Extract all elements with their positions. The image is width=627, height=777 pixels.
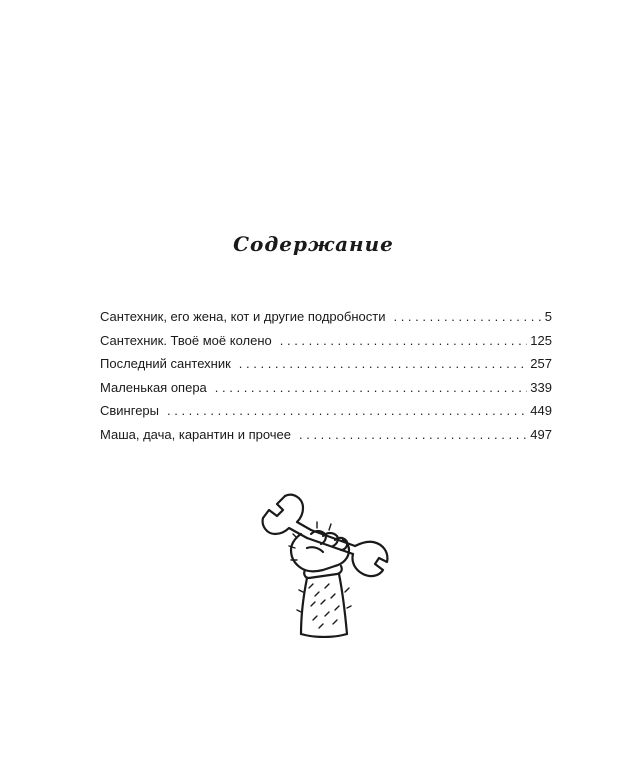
toc-entry-page: 125 <box>530 332 552 348</box>
toc-entry-label: Маленькая опера <box>100 379 207 395</box>
toc-entry <box>100 305 552 329</box>
toc-entry-page: 449 <box>530 403 552 419</box>
toc-leader-dots <box>167 399 527 423</box>
toc-leader-dots <box>280 329 528 353</box>
toc-entry-page: 497 <box>530 426 552 442</box>
toc-entry <box>100 329 552 353</box>
toc-entry-label: Маша, дача, карантин и прочее <box>100 426 292 442</box>
toc-entry-label: Свингеры <box>100 403 159 419</box>
toc-entry <box>100 399 552 423</box>
toc-entry-page: 5 <box>544 309 552 324</box>
toc-entry-label: Сантехник. Твоё моё колено <box>100 332 272 348</box>
toc-entry <box>100 352 552 376</box>
toc-entry-page: 339 <box>530 379 552 395</box>
toc-leader-dots <box>393 305 541 329</box>
toc-entry-page: 257 <box>530 356 552 372</box>
page-title: Содержание <box>233 232 394 256</box>
table-of-contents <box>100 305 552 447</box>
toc-entry <box>100 423 552 447</box>
toc-entry <box>100 376 552 400</box>
toc-leader-dots <box>299 423 527 447</box>
toc-leader-dots <box>215 376 528 400</box>
toc-leader-dots <box>239 352 528 376</box>
toc-entry-label: Сантехник, его жена, кот и другие подробности <box>100 309 386 324</box>
hand-holding-wrench-icon <box>255 488 390 638</box>
toc-entry-label: Последний сантехник <box>100 356 231 372</box>
